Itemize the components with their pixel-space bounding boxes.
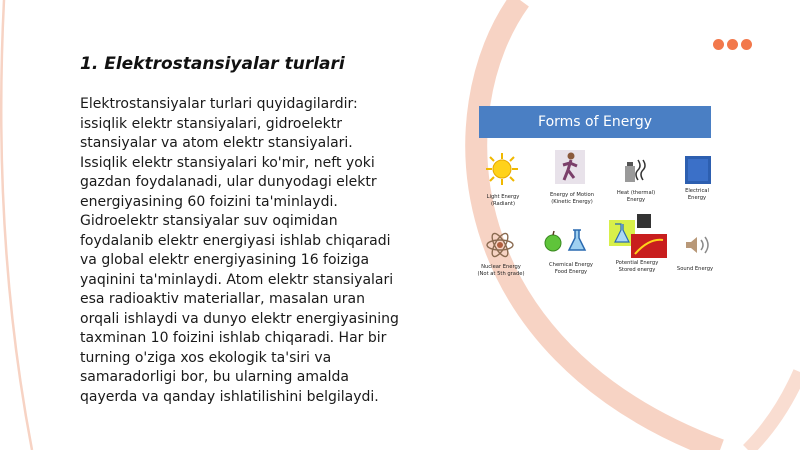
menu-dots (713, 39, 752, 50)
body-line: energiyasining 60 foizini ta'minlaydi. (80, 193, 338, 210)
body-line: esa radioaktiv materiallar, masalan uran (80, 291, 365, 307)
caption-motion: Energy of Motion (Kinetic Energy) (549, 192, 595, 205)
figure-header: Forms of Energy (479, 106, 711, 138)
apple-icon (543, 230, 563, 252)
atom-icon (485, 230, 515, 260)
body-line: qayerda va qanday ishlatilishini belgilaydi. (80, 388, 379, 405)
body-line: Issiqlik elektr stansiyalari ko'mir, neft yoki (80, 154, 375, 171)
body-line: yaqinini ta'minlaydi. Atom elektr stansiyalari (80, 271, 394, 288)
caption-heat: Heat (thermal) Energy (616, 190, 656, 203)
body-line: turning o'ziga xos ekologik ta'siri va (80, 349, 332, 366)
speaker-icon (684, 234, 712, 256)
caption-light: Light Energy (Radiant) (486, 194, 520, 207)
body-line: foydalanib elektr energiyasi ishlab chiqaradi (80, 232, 391, 249)
dot-icon (713, 39, 724, 50)
body-line: issiqlik elektr stansiyalari, gidroelektr (80, 115, 342, 132)
battery-icon (685, 156, 711, 184)
flask-icon (567, 228, 587, 254)
body-line: stansiyalar va atom elektr stansiyalari. (80, 135, 353, 151)
body-line: Elektrostansiyalar turlari quyidagilardir: (80, 96, 358, 112)
forms-of-energy-figure (479, 106, 712, 288)
body-line: orqali ishlaydi va dunyo elektr energiyasining (80, 310, 399, 327)
runner-icon (555, 150, 585, 184)
dot-icon (741, 39, 752, 50)
caption-electrical: Electrical Energy (685, 188, 709, 201)
caption-nuclear: Nuclear Energy (Not at 5th grade) (477, 264, 525, 277)
caption-sound: Sound Energy (676, 266, 714, 272)
slide-title: 1. Elektrostansiyalar turlari (80, 54, 345, 74)
body-line: gazdan foydalanadi, ular dunyodagi elektr (80, 174, 377, 190)
slide-body (80, 95, 425, 407)
body-line: taxminan 10 foizini ishlab chiqaradi. Har bir (80, 330, 387, 346)
caption-potential: Potential Energy Stored energy (615, 260, 659, 273)
body-line: va global elektr energiyasining 16 foiziga (80, 252, 370, 268)
right-arc (748, 372, 800, 450)
potential-energy-icon (609, 214, 667, 260)
dot-icon (727, 39, 738, 50)
body-line: Gidroelektr stansiyalar suv oqimidan (80, 213, 338, 229)
heat-icon (623, 156, 649, 186)
sun-icon (485, 152, 519, 186)
body-line: samaradorligi bor, bu ularning amalda (80, 369, 349, 385)
left-arc (1, 0, 32, 450)
caption-chemical: Chemical Energy Food Energy (549, 262, 593, 275)
